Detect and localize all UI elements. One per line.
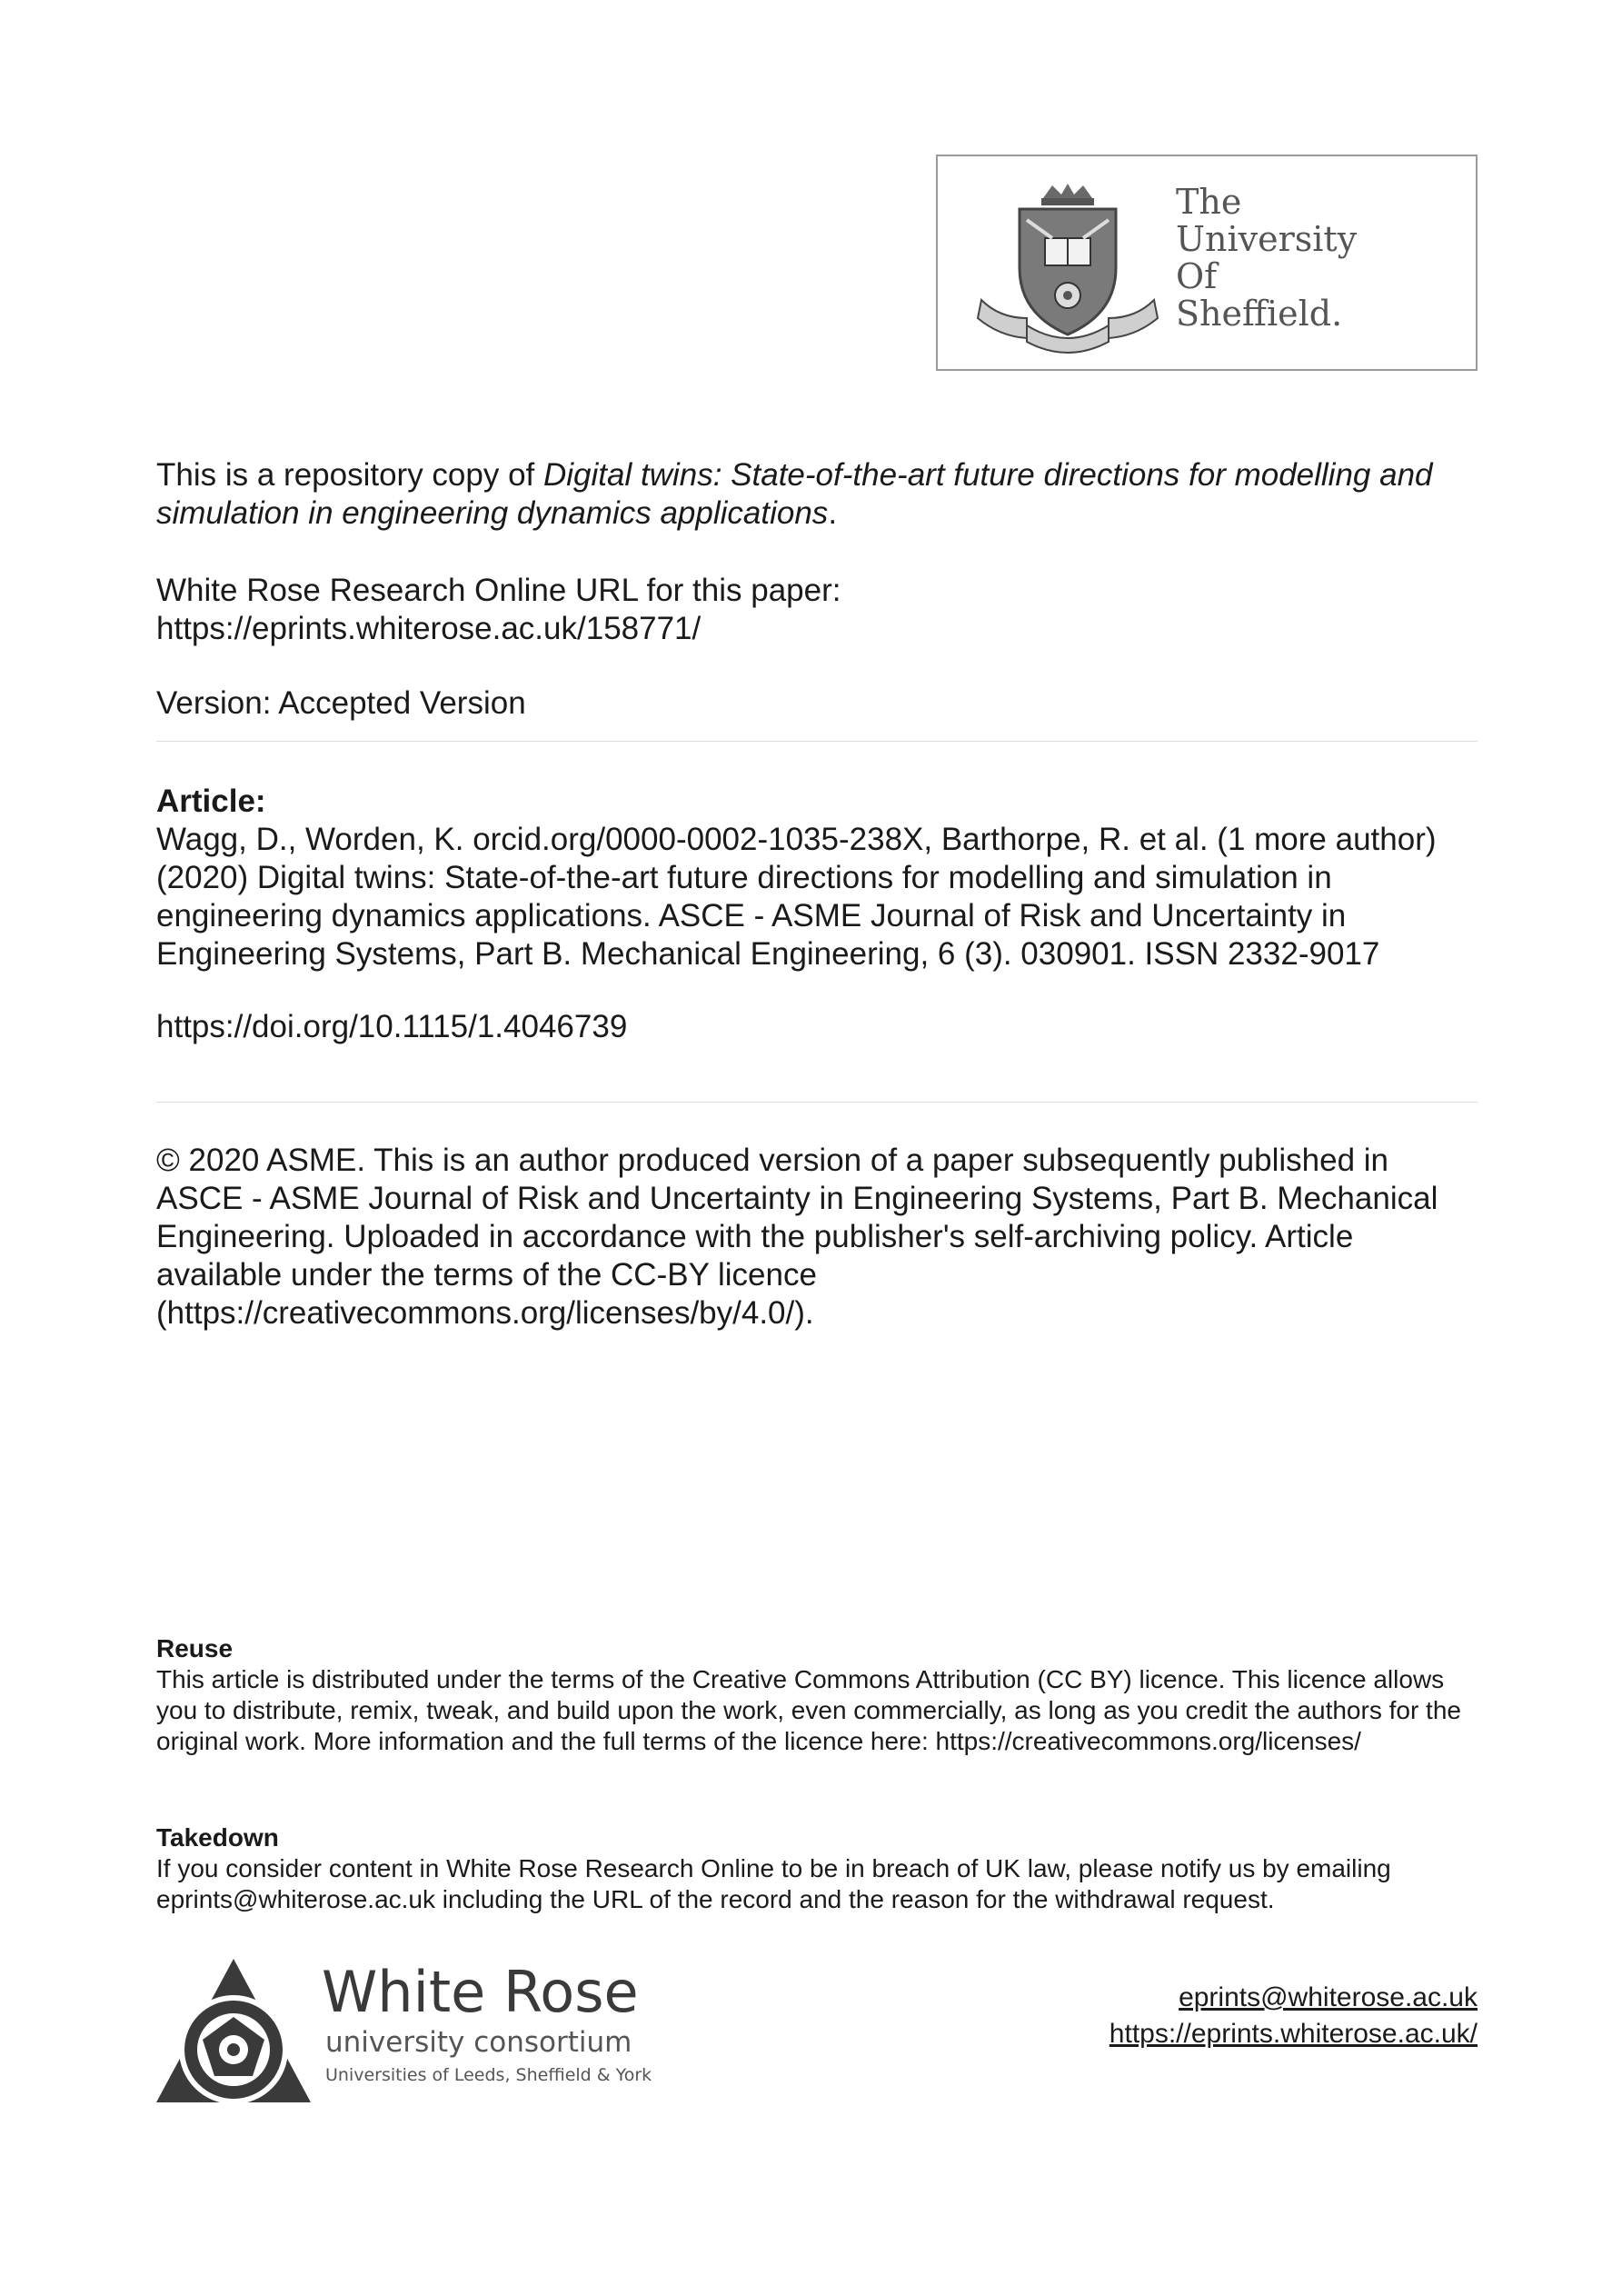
email-link[interactable]: eprints@whiterose.ac.uk (1179, 1982, 1478, 2012)
sheffield-logo (936, 155, 1478, 371)
consortium-title: White Rose (322, 1959, 639, 2025)
takedown-heading: Takedown (156, 1823, 279, 1852)
doi-link[interactable]: https://doi.org/10.1115/1.4046739 (156, 1009, 628, 1044)
reuse-heading: Reuse (156, 1634, 234, 1662)
paper-url[interactable]: https://eprints.whiterose.ac.uk/158771/ (156, 611, 702, 646)
university-crest-icon (972, 182, 1163, 354)
intro-prefix: This is a repository copy of (156, 457, 543, 493)
copyright-statement: © 2020 ASME. This is an author produced version of a paper subsequently published in ASCE - ASME Journal of Risk and Uncertainty in Engineering Systems, Part B. Mechanical Engineering. Uploaded in accordance with the publisher's self-archiving policy. Article available under the terms of the CC-BY licence (https://creativecommons.org/licenses/by/4.0/). (156, 1143, 1438, 1331)
url-block (156, 572, 1478, 648)
logo-line: The (1176, 182, 1242, 222)
url-label: White Rose Research Online URL for this paper: (156, 573, 841, 608)
takedown-text: If you consider content in White Rose Research Online to be in breach of UK law, please notify us by emailing eprints@whiterose.ac.uk including the URL of the record and the reason for the withdrawal request. (156, 1854, 1391, 1913)
reuse-text: This article is distributed under the terms of the Creative Commons Attribution (CC BY) licence. This licence allows you to distribute, remix, tweak, and build upon the work, even commercially, as long as you credit the authors for the original work. More information and the full terms of the licence here: https://creativecommons.org/licenses/ (156, 1665, 1461, 1755)
repository-intro (156, 456, 1478, 533)
logo-line: University (1176, 219, 1358, 259)
university-name (1176, 184, 1357, 333)
consortium-subtitle: university consortium (325, 2026, 632, 2059)
logo-line: Of (1176, 256, 1218, 296)
divider (156, 741, 1478, 742)
divider (156, 1102, 1478, 1103)
paper-title: Digital twins: State-of-the-art future directions for modelling and simulation in engineering dynamics applications (156, 457, 1433, 531)
website-link[interactable]: https://eprints.whiterose.ac.uk/ (1109, 2019, 1478, 2049)
version-text: Version: Accepted Version (156, 685, 526, 721)
white-rose-logo (156, 1959, 652, 2104)
intro-suffix: . (828, 495, 838, 531)
article-heading: Article: (156, 784, 266, 819)
consortium-tagline: Universities of Leeds, Sheffield & York (325, 2065, 652, 2085)
logo-line: Sheffield. (1176, 294, 1343, 334)
white-rose-emblem-icon (156, 1959, 311, 2104)
article-citation: Wagg, D., Worden, K. orcid.org/0000-0002-1035-238X, Barthorpe, R. et al. (1 more author) (2020) Digital twins: State-of-the-art future directions for modelling and simulation in engineering dynamics applications. ASCE - ASME Journal of Risk and Uncertainty in Engineering Systems, Part B. Mechanical Engineering, 6 (3). 030901. ISSN 2332-9017 (156, 822, 1437, 972)
contact-links (1110, 1980, 1478, 2052)
